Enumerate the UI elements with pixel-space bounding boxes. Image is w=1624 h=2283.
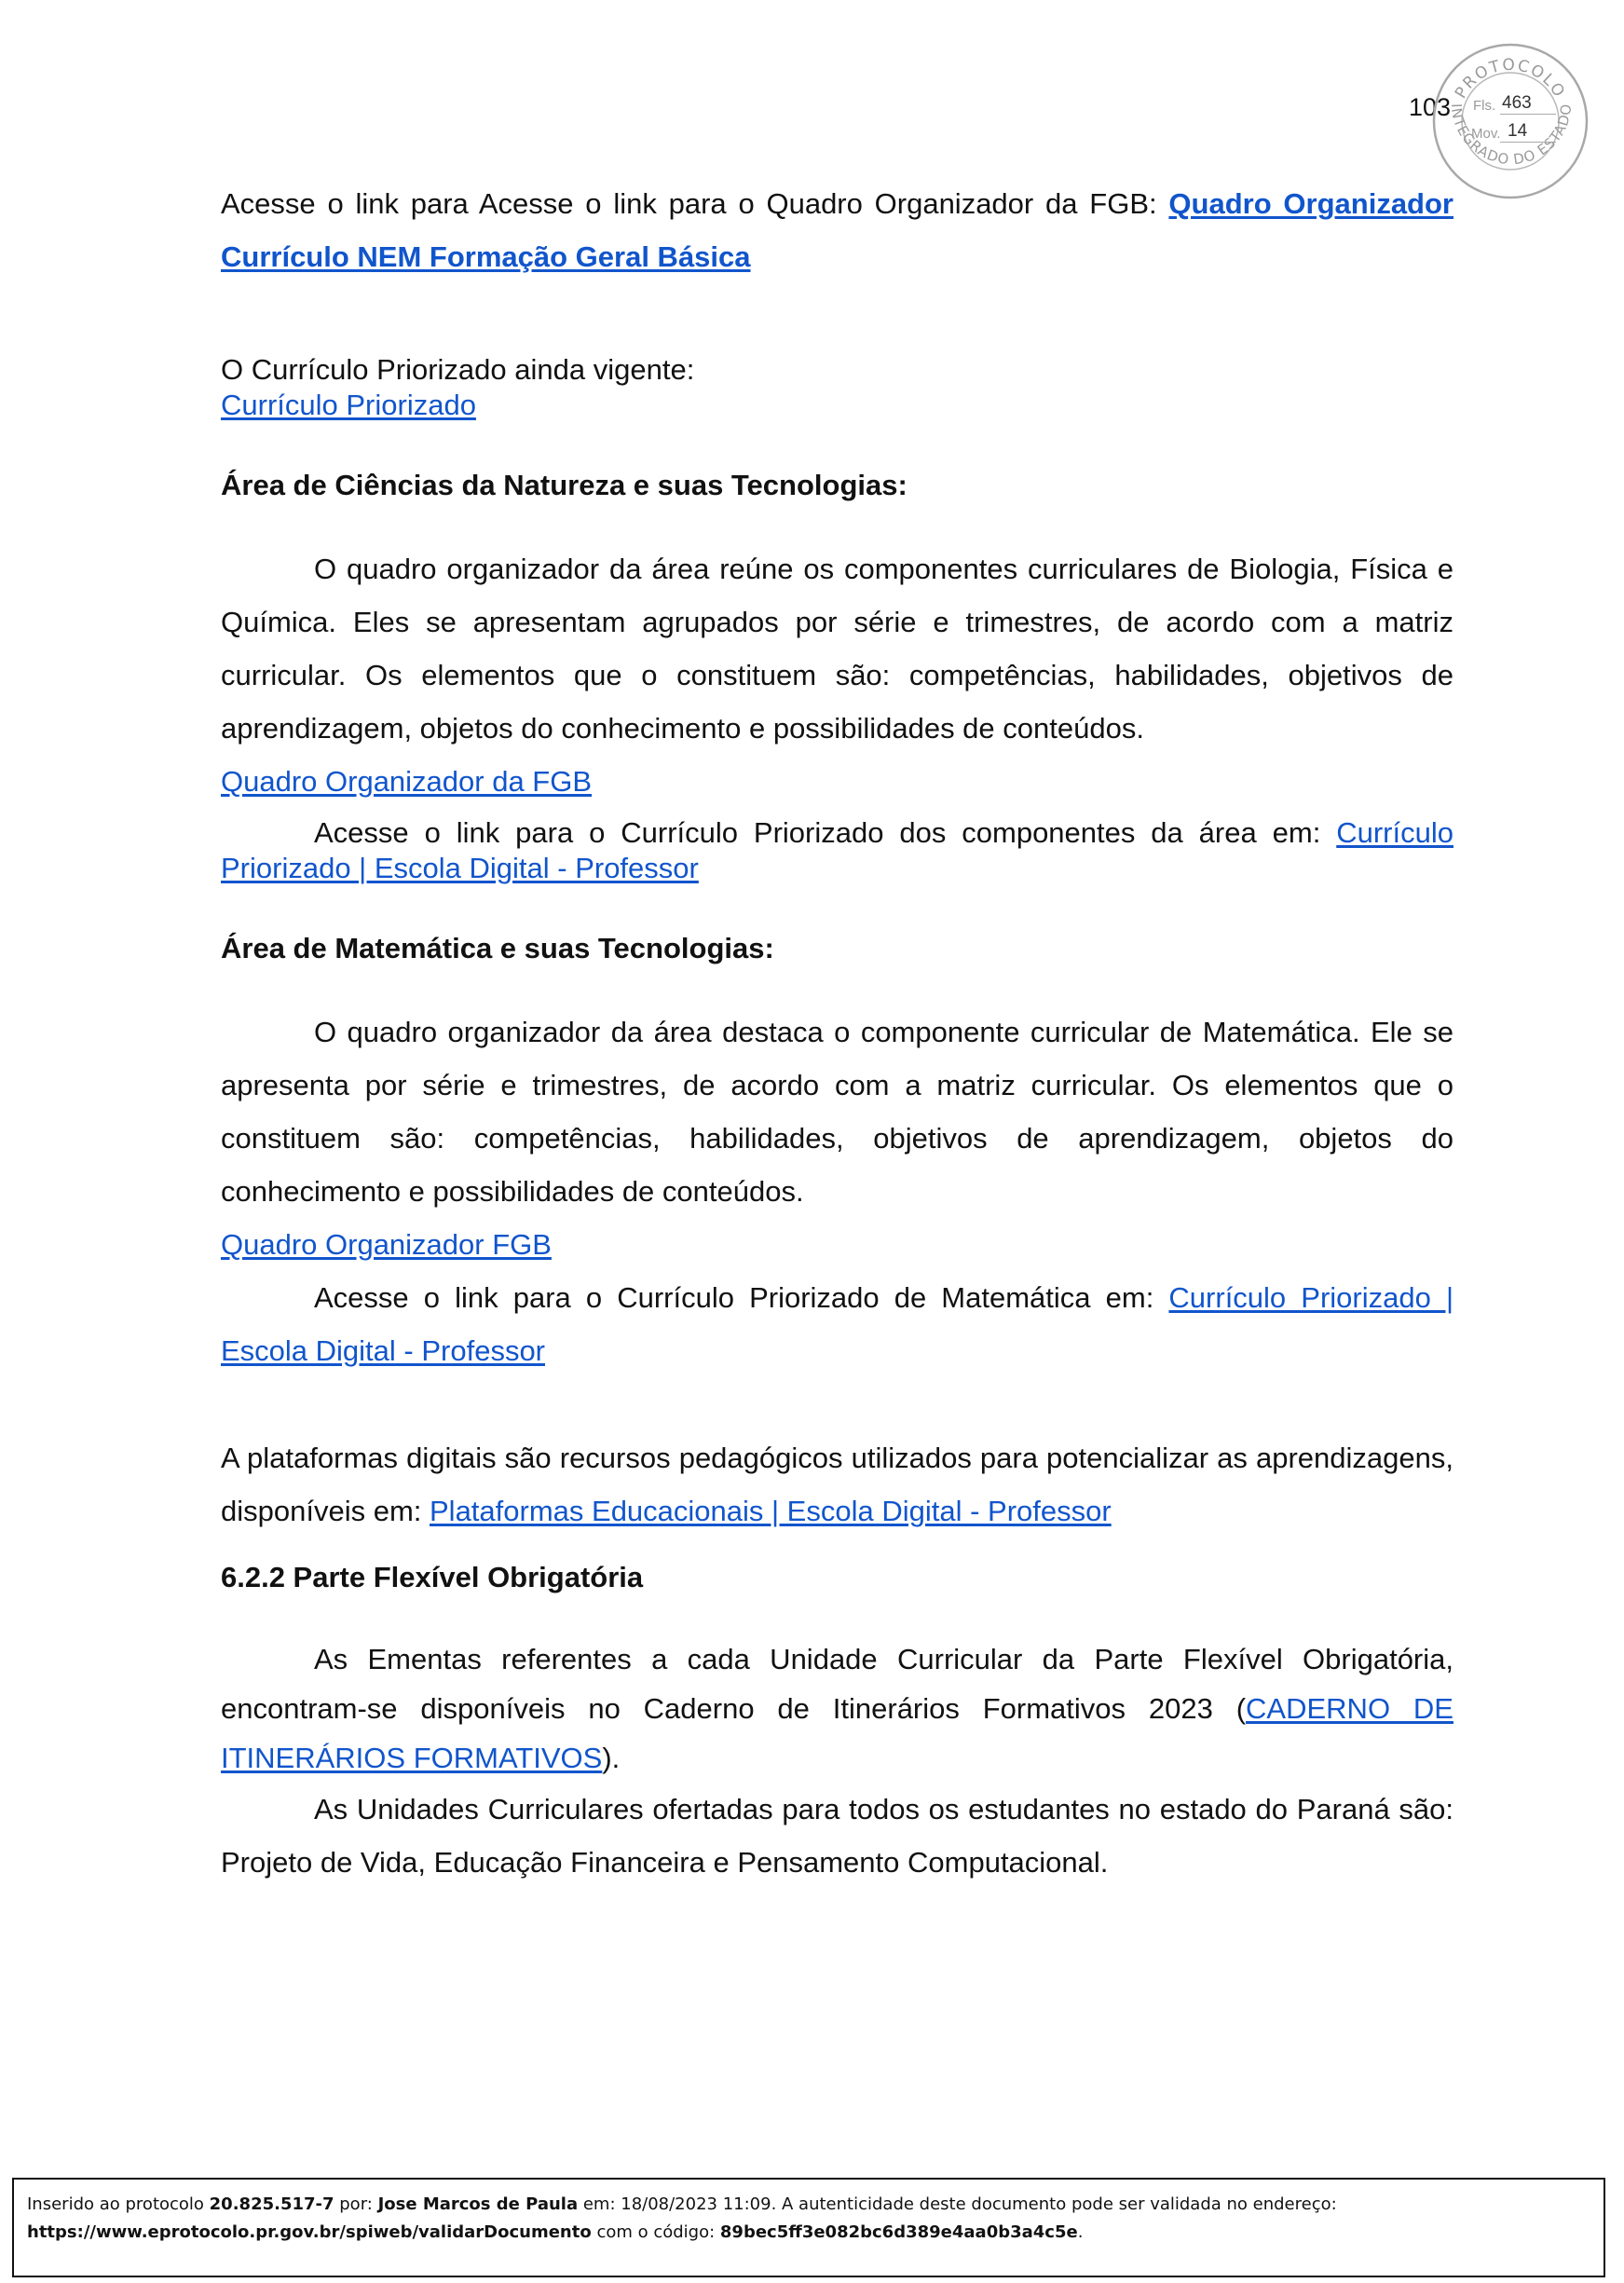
plataformas-link[interactable]: Plataformas Educacionais | Escola Digital - Professor (430, 1495, 1112, 1527)
matematica-priorizado-link[interactable]: Currículo Priorizado | Escola Digital - Professor (221, 1281, 1453, 1367)
footer-validation-url[interactable]: https://www.eprotocolo.pr.gov.br/spiweb/validarDocumento (27, 2222, 592, 2242)
parte-flexivel-text-end: ). (602, 1742, 621, 1774)
parte-flexivel-text: As Ementas referentes a cada Unidade Curricular da Parte Flexível Obrigatória, encontram-se disponíveis no Caderno de Itinerários Formativos 2023 ( (221, 1643, 1453, 1725)
stamp-fls-line (1500, 114, 1556, 115)
natureza-quadro-link[interactable]: Quadro Organizador da FGB (221, 765, 593, 798)
matematica-heading: Área de Matemática e suas Tecnologias: (221, 932, 774, 964)
natureza-paragraph: O quadro organizador da área reúne os componentes curriculares de Biologia, Física e Química. Eles se apresentam agrupados por série e trimestres, de acordo com a matriz curricular. Os elementos que o constituem são: competências, habilidades, objetivos de aprendizagem, objetos do conhecimento e possibilidades de conteúdos. (221, 553, 1453, 745)
curriculo-priorizado-link[interactable]: Currículo Priorizado (221, 389, 476, 421)
footer-protocol-number: 20.825.517-7 (209, 2194, 334, 2214)
protocol-footer (12, 2178, 1605, 2277)
plataformas-paragraph (221, 1431, 1453, 1538)
stamp-mov-line (1500, 142, 1556, 143)
parte-flexivel-paragraph-1 (221, 1634, 1453, 1783)
document-body (221, 177, 1453, 1889)
footer-author: Jose Marcos de Paula (377, 2194, 579, 2214)
footer-text-2: por: (334, 2194, 378, 2214)
footer-text-1: Inserido ao protocolo (27, 2194, 210, 2214)
priorizado-text: O Currículo Priorizado ainda vigente: (221, 353, 695, 386)
stamp-top-text: PROTOCOLO (1451, 55, 1569, 103)
stamp-side-text: INTEGRADO DO ESTADO (1447, 103, 1576, 169)
footer-text-3: em: 18/08/2023 11:09. A autenticidade deste documento pode ser validada no endereço: (578, 2194, 1337, 2214)
footer-text-5: . (1077, 2222, 1084, 2242)
matematica-paragraph: O quadro organizador da área destaca o componente curricular de Matemática. Ele se apresenta por série e trimestres, de acordo com a matriz curricular. Os elementos que o constituem são: competências, habilidades, objetivos de aprendizagem, objetos do conhecimento e possibilidades de conteúdos. (221, 1016, 1453, 1208)
natureza-access-paragraph (221, 815, 1453, 886)
matematica-access-paragraph (221, 1271, 1453, 1377)
protocol-stamp (1431, 39, 1590, 202)
intro-paragraph (221, 177, 1453, 283)
matematica-quadro-link[interactable]: Quadro Organizador FGB (221, 1228, 552, 1261)
parte-flexivel-paragraph-2: As Unidades Curriculares ofertadas para todos os estudantes no estado do Paraná são: Projeto de Vida, Educação Financeira e Pensamento Computacional. (221, 1793, 1453, 1879)
footer-text-4: com o código: (591, 2222, 720, 2242)
intro-text: Acesse o link para Acesse o link para o Quadro Organizador da FGB: (221, 187, 1169, 220)
page-number: 103 (1409, 93, 1452, 121)
quadro-organizador-nem-link[interactable]: Quadro Organizador Currículo NEM Formação Geral Básica (221, 187, 1453, 273)
parte-flexivel-heading: 6.2.2 Parte Flexível Obrigatória (221, 1561, 644, 1593)
stamp-fls-value: 463 (1502, 93, 1532, 113)
caderno-itinerarios-link[interactable]: CADERNO DE ITINERÁRIOS FORMATIVOS (221, 1692, 1453, 1774)
plataformas-text: A plataformas digitais são recursos pedagógicos utilizados para potencializar as aprendizagens, disponíveis em: (221, 1442, 1453, 1527)
natureza-priorizado-link[interactable]: Currículo Priorizado | Escola Digital - Professor (221, 816, 1453, 884)
footer-validation-code: 89bec5ff3e082bc6d389e4aa0b3a4c5e (719, 2222, 1078, 2242)
natureza-heading: Área de Ciências da Natureza e suas Tecnologias: (221, 469, 908, 501)
stamp-mov-value: 14 (1508, 121, 1528, 141)
stamp-mov-label: Mov. (1471, 126, 1501, 142)
natureza-access-text: Acesse o link para o Currículo Priorizado dos componentes da área em: (314, 816, 1337, 849)
matematica-access-text: Acesse o link para o Currículo Priorizado de Matemática em: (314, 1281, 1169, 1314)
stamp-fls-label: Fls. (1473, 98, 1496, 114)
